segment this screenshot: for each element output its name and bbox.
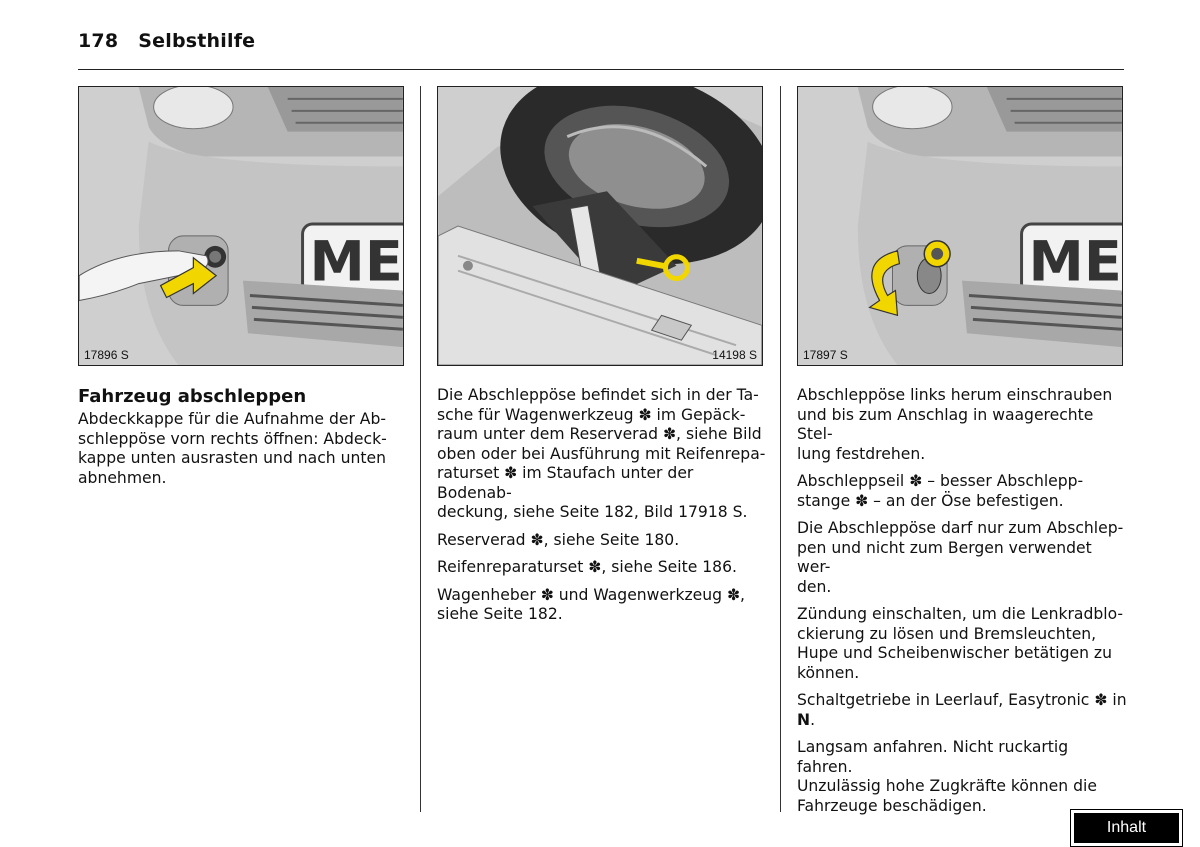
paragraph-reifenreparaturset: Reifenreparaturset ✽, siehe Seite 186. bbox=[437, 558, 737, 576]
line: Abschleppseil ✽ – besser Abschlepp- bbox=[797, 472, 1084, 490]
line: können. bbox=[797, 663, 860, 682]
line: Abschleppöse links herum einschrauben bbox=[797, 386, 1113, 404]
figure-code: 14198 S bbox=[712, 348, 757, 362]
figure-code: 17896 S bbox=[84, 348, 129, 362]
figure-tow-cover bbox=[78, 86, 404, 366]
page-number: 178 bbox=[78, 30, 119, 52]
figure-spare-wheel bbox=[437, 86, 763, 366]
column-divider-2 bbox=[780, 86, 781, 812]
line: pen und nicht zum Bergen verwendet wer- bbox=[797, 538, 1092, 576]
line: schleppöse vorn rechts öffnen: Abdeck- bbox=[78, 429, 387, 448]
line: kappe unten ausrasten und nach unten bbox=[78, 449, 387, 467]
line: deckung, siehe Seite 182, Bild 17918 S. bbox=[437, 503, 748, 521]
line: Hupe und Scheibenwischer betätigen zu bbox=[797, 644, 1112, 662]
paragraph-wagenheber bbox=[437, 586, 767, 625]
bumper-cover-illustration bbox=[79, 87, 403, 365]
header-rule bbox=[78, 69, 1124, 70]
license-plate-text: ME bbox=[309, 229, 403, 295]
license-plate-text: ME bbox=[1028, 229, 1122, 295]
paragraph-screw-in bbox=[797, 386, 1127, 464]
paragraph-usage-warning bbox=[797, 519, 1127, 597]
paragraph-location bbox=[437, 386, 767, 523]
paragraph-tow-rope bbox=[797, 472, 1127, 511]
line: Zündung einschalten, um die Lenkradblo- bbox=[797, 605, 1124, 623]
figure-code: 17897 S bbox=[803, 348, 848, 362]
line: siehe Seite 182. bbox=[437, 605, 563, 623]
line: raum unter dem Reserverad ✽, siehe Bild bbox=[437, 425, 762, 443]
period: . bbox=[810, 710, 816, 729]
line: lung festdrehen. bbox=[797, 444, 926, 463]
paragraph bbox=[78, 410, 398, 488]
line: Die Abschleppöse befindet sich in der Ta- bbox=[437, 386, 759, 404]
section-title: Fahrzeug abschleppen bbox=[78, 386, 307, 407]
paragraph-reserverad: Reserverad ✽, siehe Seite 180. bbox=[437, 530, 680, 549]
line: sche für Wagenwerkzeug ✽ im Gepäck- bbox=[437, 405, 746, 424]
line: raturset ✽ im Staufach unter der Bodenab- bbox=[437, 464, 694, 502]
gear-n: N bbox=[797, 710, 811, 729]
inhalt-label: Inhalt bbox=[1074, 813, 1179, 843]
paragraph-neutral bbox=[797, 691, 1127, 730]
line: Wagenheber ✽ und Wagenwerkzeug ✽, bbox=[437, 585, 746, 604]
line: Fahrzeuge beschädigen. bbox=[797, 796, 987, 815]
column-2-text bbox=[437, 386, 767, 633]
inhalt-button[interactable] bbox=[1070, 809, 1183, 847]
column-3-text bbox=[797, 386, 1127, 824]
line: Abdeckkappe für die Aufnahme der Ab- bbox=[78, 410, 386, 428]
figure-tow-eye-installed bbox=[797, 86, 1123, 366]
line: Schaltgetriebe in Leerlauf, Easytronic ✽ in bbox=[797, 691, 1127, 709]
page-header bbox=[78, 30, 255, 52]
line: den. bbox=[797, 577, 832, 596]
line: ckierung zu lösen und Bremsleuchten, bbox=[797, 624, 1097, 643]
tow-eye-illustration bbox=[798, 87, 1122, 365]
column-1-text bbox=[78, 386, 398, 496]
line: und bis zum Anschlag in waagerechte Stel- bbox=[797, 405, 1094, 443]
paragraph-ignition bbox=[797, 605, 1127, 683]
line: abnehmen. bbox=[78, 468, 167, 487]
spare-wheel-illustration bbox=[438, 87, 762, 365]
line: Die Abschleppöse darf nur zum Abschlep- bbox=[797, 519, 1124, 537]
chapter-title: Selbsthilfe bbox=[138, 30, 256, 52]
line: Unzulässig hohe Zugkräfte können die bbox=[797, 777, 1097, 795]
paragraph-drive-slowly bbox=[797, 738, 1127, 816]
column-divider-1 bbox=[420, 86, 421, 812]
line: stange ✽ – an der Öse befestigen. bbox=[797, 491, 1064, 510]
line: oben oder bei Ausführung mit Reifenrepa- bbox=[437, 444, 766, 463]
line: Langsam anfahren. Nicht ruckartig fahren. bbox=[797, 738, 1069, 776]
